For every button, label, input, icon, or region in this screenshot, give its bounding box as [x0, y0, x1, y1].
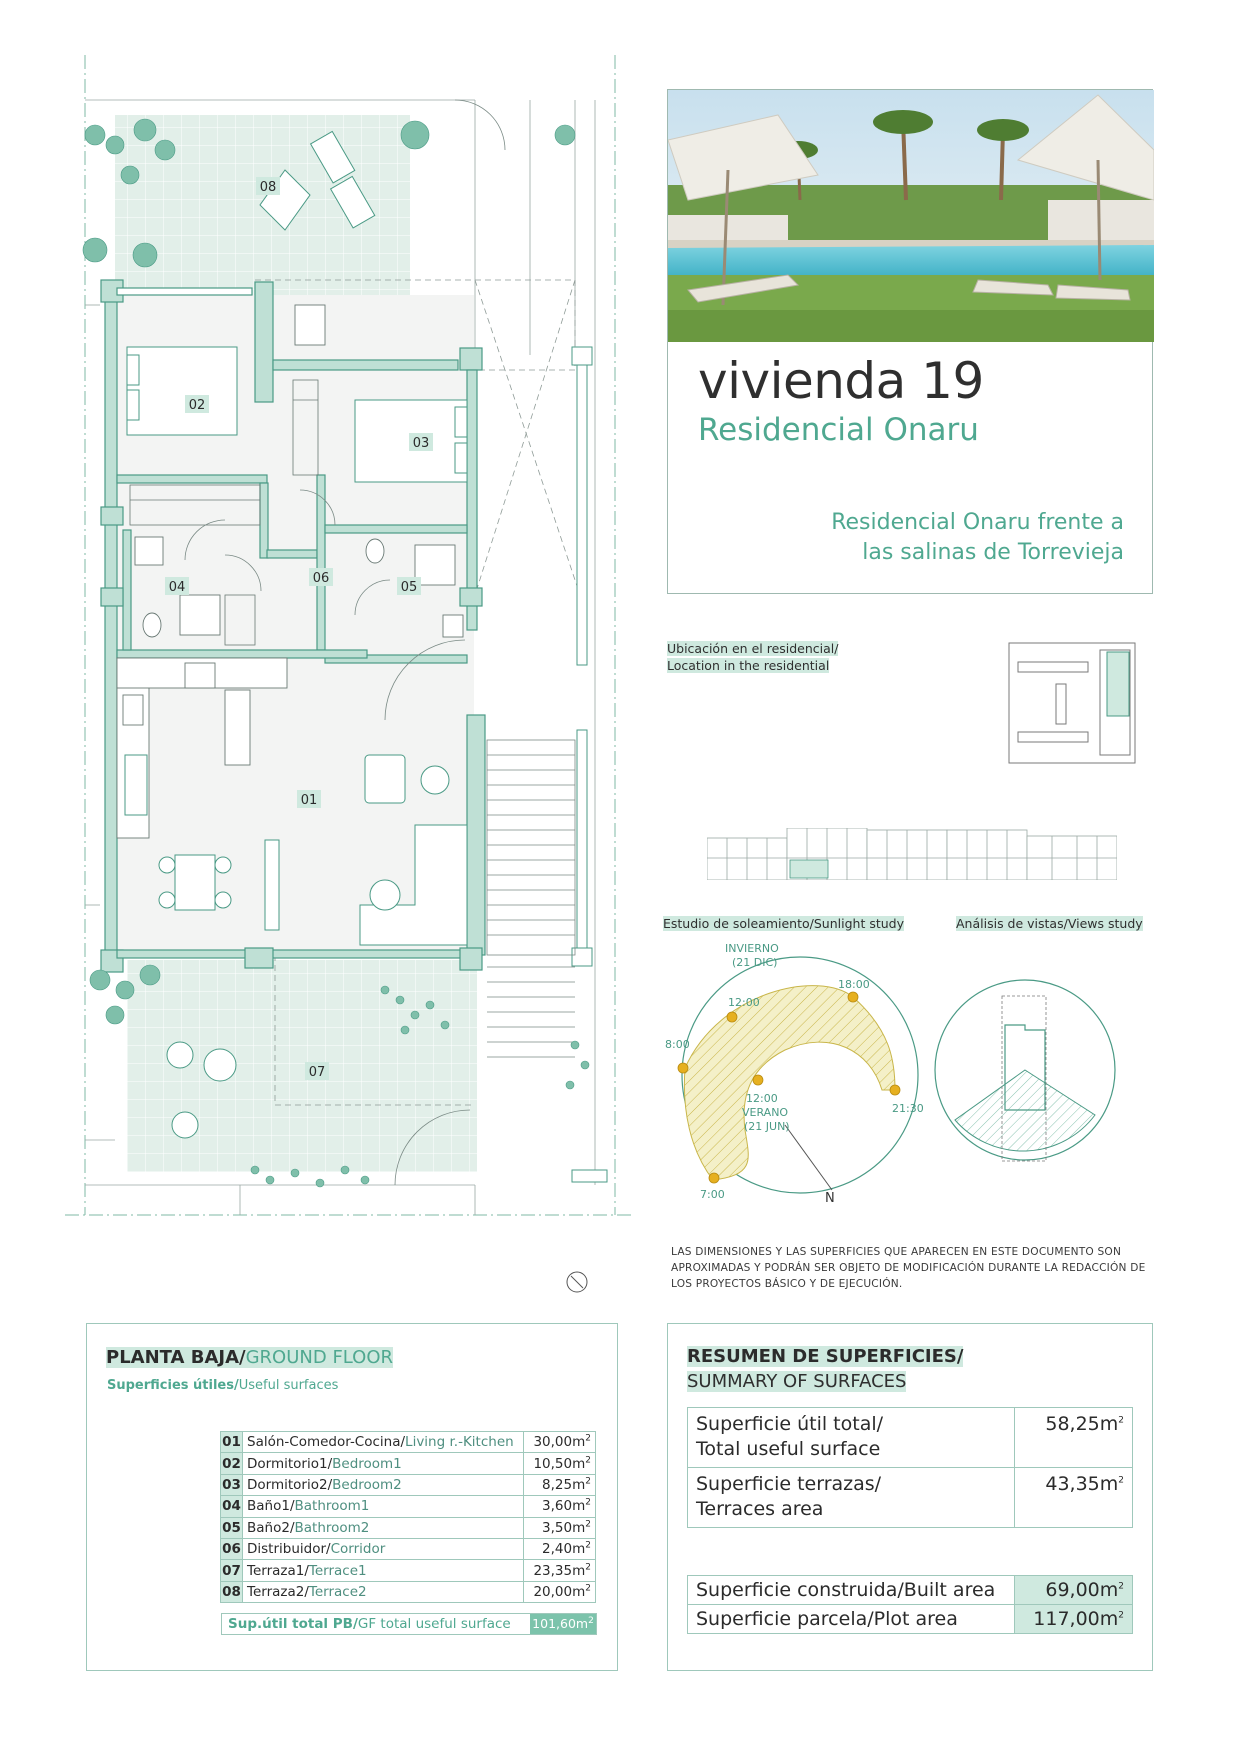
views-study-diagram	[930, 950, 1120, 1190]
hero-render-image	[668, 90, 1154, 342]
room-label-01: 01	[300, 793, 318, 808]
page-subtitle: Residencial Onaru	[698, 412, 979, 448]
room-name	[243, 1432, 524, 1453]
room-number: 03	[221, 1474, 243, 1495]
sun-time-2130: 21:30	[892, 1102, 924, 1115]
room-name-en: Bedroom1	[332, 1455, 402, 1472]
room-number: 05	[221, 1517, 243, 1538]
sun-winter-label: INVIERNO	[725, 942, 779, 955]
room-area	[524, 1496, 596, 1517]
ground-floor-total	[221, 1613, 597, 1635]
room-name-en: Corridor	[330, 1541, 386, 1558]
disclaimer: LAS DIMENSIONES Y LAS SUPERFICIES QUE APARECEN EN ESTE DOCUMENTO SON APROXIMADAS Y PODRÁN SER OBJETO DE MODIFICACIÓN DURANTE LA REDACCIÓN DE LOS PROYECTOS BÁSICO Y DE EJECUCIÓN.	[671, 1246, 1146, 1290]
ground-floor-total-label-es: Sup.útil total PB/	[228, 1616, 358, 1632]
room-name-en: Terrace2	[308, 1583, 367, 1600]
square-superscript: 2	[585, 1455, 591, 1466]
sun-summer-label: VERANO	[742, 1106, 789, 1119]
location-caption-es: Ubicación en el residencial/	[667, 641, 839, 656]
plot-area-number: 117,00m	[1033, 1607, 1119, 1630]
built-area-table	[687, 1575, 1133, 1634]
square-superscript: 2	[1118, 1581, 1124, 1592]
table-row	[221, 1517, 596, 1538]
sun-time-1200-winter: 12:00	[728, 996, 760, 1009]
table-row	[688, 1605, 1133, 1634]
useful-surface-value	[1015, 1408, 1133, 1468]
north-arrow-label: N	[825, 1191, 835, 1206]
ground-floor-total-label-en: GF total useful surface	[357, 1616, 511, 1632]
built-area-label	[688, 1576, 1015, 1605]
room-name-es: Terraza1/	[247, 1562, 309, 1579]
room-number: 08	[221, 1581, 243, 1602]
square-superscript: 2	[588, 1615, 594, 1626]
terraces-label	[688, 1468, 1015, 1528]
room-area	[524, 1432, 596, 1453]
room-name-es: Dormitorio2/	[247, 1476, 333, 1493]
useful-surfaces-es: Superficies útiles/	[107, 1378, 239, 1393]
room-name	[243, 1517, 524, 1538]
room-area	[524, 1517, 596, 1538]
sun-time-700: 7:00	[700, 1188, 725, 1201]
useful-surfaces-subtitle	[107, 1378, 338, 1393]
useful-surface-number: 58,25m	[1045, 1413, 1119, 1435]
ground-floor-total-number: 101,60m	[532, 1616, 589, 1631]
location-caption-en: Location in the residential	[667, 658, 830, 673]
square-superscript: 2	[585, 1562, 591, 1573]
room-name-en: Bedroom2	[332, 1476, 402, 1493]
ground-floor-total-value	[530, 1614, 596, 1634]
table-row	[688, 1408, 1133, 1468]
room-name	[243, 1538, 524, 1559]
table-row	[221, 1432, 596, 1453]
room-label-02: 02	[188, 398, 206, 413]
square-superscript: 2	[585, 1497, 591, 1508]
floor-plan	[55, 55, 645, 1295]
table-row	[688, 1576, 1133, 1605]
ground-floor-total-label	[228, 1616, 511, 1632]
views-caption-en: Views study	[1067, 916, 1143, 931]
views-caption	[956, 916, 1143, 931]
room-name	[243, 1474, 524, 1495]
room-label-04: 04	[168, 580, 186, 595]
room-name-en: Terrace1	[308, 1562, 367, 1579]
room-area-value: 3,50m	[542, 1519, 586, 1536]
plot-area-label-en: Plot area	[873, 1607, 958, 1630]
ground-floor-heading	[106, 1347, 393, 1368]
ground-floor-heading-en: GROUND FLOOR	[245, 1347, 394, 1368]
terraces-number: 43,35m	[1045, 1473, 1119, 1495]
sunlight-caption	[663, 916, 904, 931]
room-name-es: Baño1/	[247, 1498, 295, 1515]
room-name-en: Bathroom2	[294, 1519, 370, 1536]
room-number: 06	[221, 1538, 243, 1559]
room-area-value: 10,50m	[533, 1455, 586, 1472]
square-superscript: 2	[1118, 1415, 1124, 1426]
room-name	[243, 1496, 524, 1517]
room-label-08: 08	[259, 180, 277, 195]
summary-heading-en: SUMMARY OF SURFACES	[687, 1371, 907, 1392]
square-superscript: 2	[585, 1540, 591, 1551]
room-area	[524, 1581, 596, 1602]
square-superscript: 2	[585, 1476, 591, 1487]
ground-floor-heading-es: PLANTA BAJA/	[106, 1347, 246, 1368]
room-area-value: 20,00m	[533, 1583, 586, 1600]
site-location-map	[1008, 642, 1136, 764]
views-caption-es: Análisis de vistas/	[956, 916, 1068, 931]
room-name-es: Terraza2/	[247, 1583, 309, 1600]
table-row	[221, 1453, 596, 1474]
room-area	[524, 1560, 596, 1581]
room-area-value: 2,40m	[542, 1541, 586, 1558]
tagline-line-1: Residencial Onaru frente a	[831, 510, 1124, 535]
plot-area-label	[688, 1605, 1015, 1634]
terraces-label-es: Superficie terrazas/	[696, 1473, 882, 1495]
plot-area-value	[1015, 1605, 1133, 1634]
sun-time-1200-summer: 12:00	[746, 1092, 778, 1105]
terraces-value	[1015, 1468, 1133, 1528]
terraces-label-en: Terraces area	[696, 1498, 824, 1520]
room-name-en: Bathroom1	[294, 1498, 370, 1515]
room-area	[524, 1453, 596, 1474]
room-number: 07	[221, 1560, 243, 1581]
rooms-table	[220, 1431, 596, 1603]
room-area	[524, 1538, 596, 1559]
table-row	[221, 1496, 596, 1517]
room-area	[524, 1474, 596, 1495]
room-label-05: 05	[400, 580, 418, 595]
sun-time-800: 8:00	[665, 1038, 690, 1051]
useful-surfaces-en: Useful surfaces	[238, 1378, 339, 1393]
room-area-value: 8,25m	[542, 1476, 586, 1493]
square-superscript: 2	[585, 1519, 591, 1530]
building-elevation	[707, 828, 1117, 880]
summary-heading	[687, 1344, 963, 1394]
ground-floor-panel	[86, 1323, 618, 1671]
summary-table	[687, 1407, 1133, 1528]
square-superscript: 2	[1118, 1610, 1124, 1621]
room-label-06: 06	[312, 571, 330, 586]
useful-surface-label-es: Superficie útil total/	[696, 1413, 884, 1435]
summary-panel	[667, 1323, 1153, 1671]
room-label-03: 03	[412, 436, 430, 451]
table-row	[221, 1581, 596, 1602]
table-row	[221, 1474, 596, 1495]
room-name-es: Dormitorio1/	[247, 1455, 333, 1472]
page-title: vivienda 19	[698, 352, 984, 410]
room-name-es: Distribuidor/	[247, 1541, 331, 1558]
room-number: 01	[221, 1432, 243, 1453]
room-area-value: 3,60m	[542, 1498, 586, 1515]
room-label-07: 07	[308, 1065, 326, 1080]
room-area-value: 23,35m	[533, 1562, 586, 1579]
sunlight-caption-en: Sunlight study	[813, 916, 904, 931]
table-row	[221, 1560, 596, 1581]
summary-heading-es: RESUMEN DE SUPERFICIES/	[687, 1346, 964, 1367]
table-row	[688, 1468, 1133, 1528]
sun-winter-date: (21 DIC)	[732, 956, 778, 969]
sun-summer-date: (21 JUN)	[744, 1120, 790, 1133]
location-caption	[667, 640, 838, 674]
room-number: 02	[221, 1453, 243, 1474]
square-superscript: 2	[585, 1583, 591, 1594]
room-name	[243, 1453, 524, 1474]
room-name-es: Salón-Comedor-Cocina/	[247, 1434, 406, 1451]
room-name-en: Living r.-Kitchen	[405, 1434, 514, 1451]
built-area-number: 69,00m	[1045, 1578, 1119, 1601]
sun-time-1800: 18:00	[838, 978, 870, 991]
useful-surface-label	[688, 1408, 1015, 1468]
square-superscript: 2	[1118, 1475, 1124, 1486]
room-name	[243, 1560, 524, 1581]
plot-area-label-es: Superficie parcela/	[696, 1607, 874, 1630]
room-area-value: 30,00m	[533, 1434, 586, 1451]
useful-surface-label-en: Total useful surface	[696, 1438, 881, 1460]
table-row	[221, 1538, 596, 1559]
room-number: 04	[221, 1496, 243, 1517]
sunlight-study-diagram	[660, 940, 930, 1210]
room-name	[243, 1581, 524, 1602]
tagline	[764, 508, 1124, 568]
room-name-es: Baño2/	[247, 1519, 295, 1536]
tagline-line-2: las salinas de Torrevieja	[862, 540, 1124, 565]
title-card	[667, 89, 1153, 594]
built-area-value	[1015, 1576, 1133, 1605]
built-area-label-en: Built area	[903, 1578, 996, 1601]
built-area-label-es: Superficie construida/	[696, 1578, 904, 1601]
square-superscript: 2	[585, 1433, 591, 1444]
sunlight-caption-es: Estudio de soleamiento/	[663, 916, 814, 931]
